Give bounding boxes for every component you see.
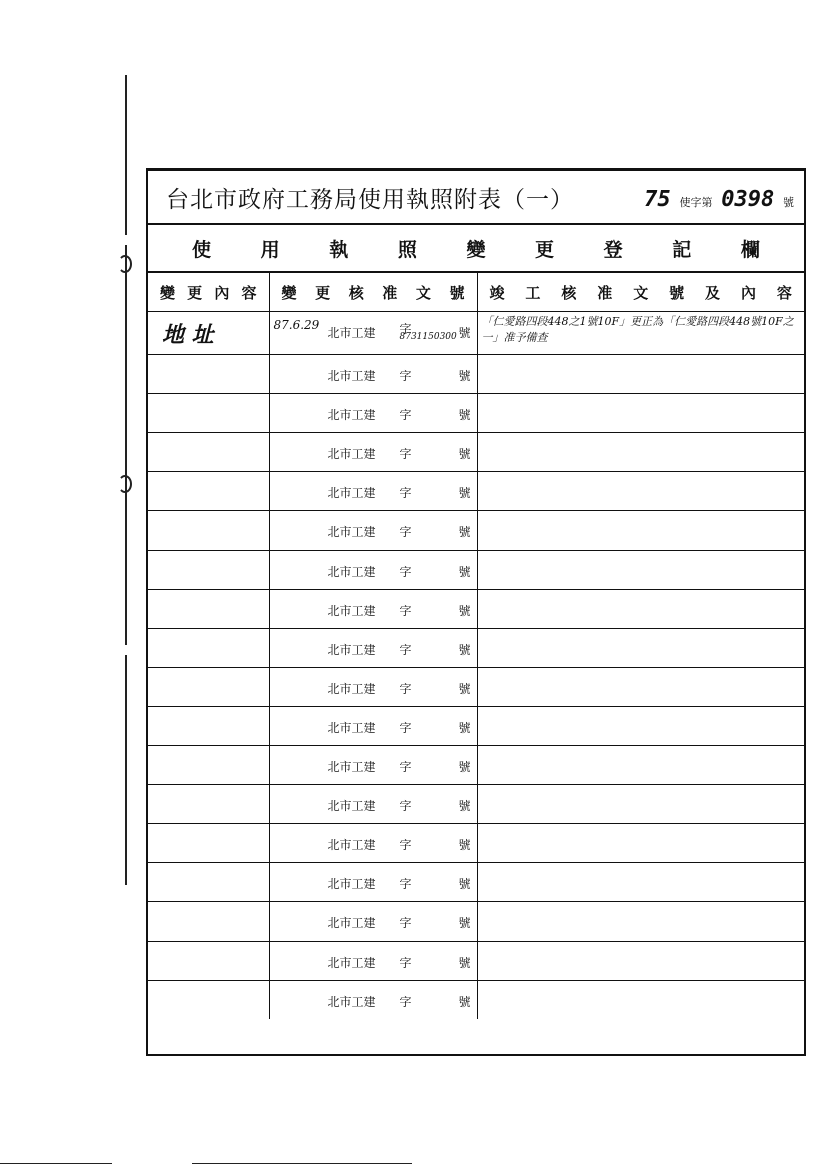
title-row — [148, 171, 804, 225]
header-char: 更 — [315, 283, 331, 302]
doc-zi: 字 — [399, 642, 412, 657]
doc-zi: 字 — [399, 525, 412, 540]
doc-hao: 號 — [458, 564, 471, 579]
completion-content-cell — [477, 706, 804, 745]
doc-prefix: 北市工建 — [327, 447, 376, 462]
table-row — [148, 589, 804, 628]
footer-rule — [0, 1163, 112, 1164]
permit-attachment-form — [146, 168, 806, 1056]
change-item-cell — [148, 628, 269, 667]
doc-prefix: 北市工建 — [327, 955, 376, 970]
header-char: 竣 — [489, 283, 505, 302]
completion-content-cell — [477, 394, 804, 433]
table-row — [148, 785, 804, 824]
doc-prefix: 北市工建 — [327, 408, 376, 423]
header-char: 核 — [348, 283, 364, 302]
doc-hao: 號 — [458, 486, 471, 501]
table-row — [148, 824, 804, 863]
approval-doc-cell — [269, 902, 477, 941]
form-title: 台北市政府工務局使用執照附表（一） — [166, 187, 574, 213]
change-item-cell: 地 址 — [148, 312, 269, 355]
approval-doc-cell — [269, 980, 477, 1019]
section-char: 更 — [535, 238, 555, 261]
doc-zi: 字 — [399, 955, 412, 970]
doc-hao: 號 — [458, 720, 471, 735]
change-item-cell — [148, 863, 269, 902]
table-row — [148, 980, 804, 1019]
section-char: 登 — [603, 238, 623, 261]
approval-doc-cell — [269, 472, 477, 511]
doc-zi: 字 — [399, 916, 412, 931]
doc-hao: 號 — [458, 642, 471, 657]
doc-prefix: 北市工建 — [327, 994, 376, 1009]
doc-prefix: 北市工建 — [327, 720, 376, 735]
header-change-content — [148, 273, 269, 312]
doc-hao: 號 — [458, 525, 471, 540]
change-item-cell — [148, 433, 269, 472]
approval-doc-cell — [269, 785, 477, 824]
doc-zi: 字 — [399, 720, 412, 735]
doc-zi: 字 — [399, 799, 412, 814]
doc-hao: 號 — [458, 994, 471, 1009]
header-approval-doc — [269, 273, 477, 312]
table-row — [148, 628, 804, 667]
section-char: 欄 — [740, 238, 760, 261]
completion-content-cell — [477, 785, 804, 824]
doc-prefix: 北市工建 — [327, 525, 376, 540]
doc-prefix: 北市工建 — [327, 326, 376, 340]
approval-doc-cell — [269, 589, 477, 628]
table-row — [148, 667, 804, 706]
binding-hole — [118, 475, 132, 493]
approval-doc-cell — [269, 824, 477, 863]
approval-doc-cell — [269, 863, 477, 902]
approval-doc-cell — [269, 941, 477, 980]
permit-prefix: 使字第 — [679, 196, 713, 209]
doc-zi: 字 — [399, 322, 412, 336]
change-item-cell — [148, 941, 269, 980]
permit-number — [644, 187, 798, 212]
doc-prefix: 北市工建 — [327, 877, 376, 892]
doc-hao: 號 — [458, 681, 471, 696]
completion-content-cell — [477, 433, 804, 472]
completion-content-cell — [477, 902, 804, 941]
completion-content-cell — [477, 355, 804, 394]
completion-content-cell — [477, 824, 804, 863]
header-char: 准 — [597, 283, 613, 302]
table-row — [148, 511, 804, 550]
completion-content-cell — [477, 980, 804, 1019]
doc-prefix: 北市工建 — [327, 681, 376, 696]
completion-content-cell: 「仁愛路四段448之1號10F」更正為「仁愛路四段448號10F之一」准予備查 — [477, 312, 804, 355]
footer-rule — [192, 1163, 412, 1164]
doc-hao: 號 — [458, 916, 471, 931]
header-char: 核 — [561, 283, 577, 302]
table-row — [148, 550, 804, 589]
permit-suffix: 號 — [783, 196, 794, 209]
header-completion-doc — [477, 273, 804, 312]
completion-content-cell — [477, 550, 804, 589]
doc-hao: 號 — [458, 838, 471, 853]
section-char: 記 — [672, 238, 692, 261]
change-item-cell — [148, 785, 269, 824]
change-item-cell — [148, 667, 269, 706]
completion-content-cell — [477, 511, 804, 550]
change-item-cell — [148, 980, 269, 1019]
change-item-cell — [148, 902, 269, 941]
approval-doc-cell — [269, 550, 477, 589]
section-char: 使 — [192, 238, 212, 261]
doc-zi: 字 — [399, 447, 412, 462]
completion-content-cell — [477, 472, 804, 511]
doc-prefix: 北市工建 — [327, 603, 376, 618]
change-item-cell — [148, 511, 269, 550]
table-row — [148, 472, 804, 511]
doc-hao: 號 — [458, 408, 471, 423]
permit-year: 75 — [644, 187, 671, 212]
approval-doc-cell — [269, 394, 477, 433]
header-char: 容 — [776, 283, 792, 302]
approval-doc-cell — [269, 312, 477, 355]
change-record-table — [148, 273, 804, 1019]
table-row — [148, 312, 804, 355]
doc-hao: 號 — [458, 447, 471, 462]
doc-prefix: 北市工建 — [327, 916, 376, 931]
doc-hao: 號 — [458, 877, 471, 892]
doc-zi: 字 — [399, 408, 412, 423]
completion-content-cell — [477, 941, 804, 980]
header-char: 准 — [382, 283, 398, 302]
doc-number: 8731150300 — [399, 332, 457, 342]
approval-doc-cell — [269, 433, 477, 472]
doc-zi: 字 — [399, 760, 412, 775]
binding-margin — [124, 75, 128, 965]
section-char: 執 — [329, 238, 349, 261]
binding-hole — [118, 255, 132, 273]
doc-hao: 號 — [458, 955, 471, 970]
doc-prefix: 北市工建 — [327, 369, 376, 384]
table-row — [148, 863, 804, 902]
change-item-cell — [148, 472, 269, 511]
doc-prefix: 北市工建 — [327, 760, 376, 775]
header-char: 及 — [705, 283, 721, 302]
doc-zi: 字 — [399, 994, 412, 1009]
completion-content-cell — [477, 863, 804, 902]
header-char: 工 — [525, 283, 541, 302]
doc-zi: 字 — [399, 877, 412, 892]
header-char: 更 — [187, 283, 203, 302]
section-char: 照 — [397, 238, 417, 261]
change-item-cell — [148, 394, 269, 433]
doc-hao: 號 — [458, 799, 471, 814]
doc-prefix: 北市工建 — [327, 486, 376, 501]
approval-doc-cell — [269, 628, 477, 667]
table-row — [148, 902, 804, 941]
doc-zi: 字 — [399, 681, 412, 696]
doc-prefix: 北市工建 — [327, 838, 376, 853]
approval-doc-cell — [269, 667, 477, 706]
doc-hao: 號 — [458, 326, 471, 340]
header-char: 內 — [740, 283, 756, 302]
doc-zi: 字 — [399, 369, 412, 384]
header-char: 容 — [241, 283, 257, 302]
doc-zi: 字 — [399, 838, 412, 853]
header-char: 文 — [633, 283, 649, 302]
doc-zi: 字 — [399, 564, 412, 579]
doc-zi: 字 — [399, 486, 412, 501]
approval-doc-cell — [269, 355, 477, 394]
doc-prefix: 北市工建 — [327, 564, 376, 579]
table-row — [148, 433, 804, 472]
change-item-cell — [148, 746, 269, 785]
doc-prefix: 北市工建 — [327, 642, 376, 657]
header-char: 號 — [449, 283, 465, 302]
approval-date: 87.6.29 — [273, 318, 320, 332]
approval-doc-cell — [269, 746, 477, 785]
doc-hao: 號 — [458, 603, 471, 618]
doc-hao: 號 — [458, 760, 471, 775]
change-item-cell — [148, 589, 269, 628]
table-header — [148, 273, 804, 312]
section-char: 用 — [260, 238, 280, 261]
table-row — [148, 706, 804, 745]
header-char: 文 — [415, 283, 431, 302]
section-char: 變 — [466, 238, 486, 261]
header-char: 變 — [160, 283, 176, 302]
completion-content-cell — [477, 746, 804, 785]
change-item-cell — [148, 706, 269, 745]
change-item-cell — [148, 355, 269, 394]
doc-hao: 號 — [458, 369, 471, 384]
doc-prefix: 北市工建 — [327, 799, 376, 814]
section-heading — [148, 225, 804, 273]
table-row — [148, 941, 804, 980]
change-item-cell — [148, 550, 269, 589]
header-char: 變 — [281, 283, 297, 302]
table-row — [148, 355, 804, 394]
completion-content-cell — [477, 589, 804, 628]
completion-content-cell — [477, 667, 804, 706]
header-char: 內 — [214, 283, 230, 302]
approval-doc-cell — [269, 706, 477, 745]
approval-doc-cell — [269, 511, 477, 550]
permit-serial: 0398 — [721, 187, 775, 212]
change-item-cell — [148, 824, 269, 863]
table-row — [148, 746, 804, 785]
table-row — [148, 394, 804, 433]
doc-zi: 字 — [399, 603, 412, 618]
completion-content-cell — [477, 628, 804, 667]
header-char: 號 — [669, 283, 685, 302]
